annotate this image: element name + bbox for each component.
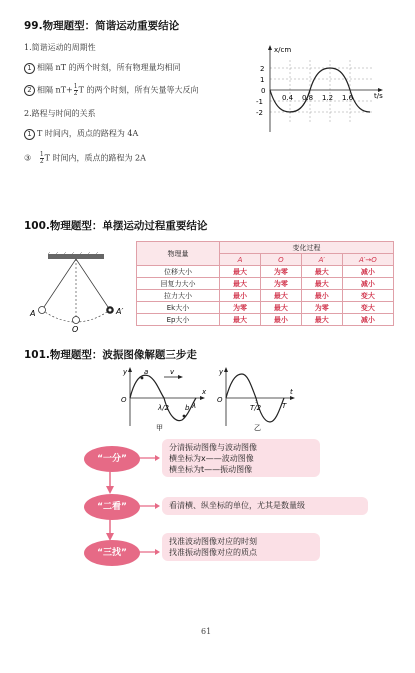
conclusion-item-2 — [24, 84, 198, 97]
col-header: O — [260, 254, 301, 266]
step-1-box — [162, 439, 320, 477]
header-process: 变化过程 — [220, 242, 394, 254]
xtick: 0.4 — [282, 94, 294, 102]
step-line: 横坐标为x——波动图像 — [169, 454, 254, 463]
svg-text:T: T — [282, 402, 287, 410]
ytick: 0 — [261, 87, 266, 95]
ceiling-support — [48, 254, 104, 259]
svg-text:乙: 乙 — [254, 424, 261, 432]
svg-text:T/2: T/2 — [250, 404, 262, 412]
svg-text:λ: λ — [192, 402, 197, 410]
svg-text:O: O — [217, 396, 223, 404]
pendulum-table — [136, 241, 394, 326]
step-1-pill: “一分” — [84, 446, 140, 472]
step-line: 分清振动图像与波动图像 — [169, 443, 257, 452]
xtick: 1.6 — [342, 94, 354, 102]
label-A: A — [30, 309, 36, 318]
subheading-periodicity: 1.简谐运动的周期性 — [24, 43, 96, 52]
col-header: A′ — [301, 254, 342, 266]
step-2-pill: “二看” — [84, 494, 140, 520]
fraction-half: $\frac{1}{2}$ — [39, 151, 44, 165]
item-text: 相隔 nT 的两个时刻，所有物理量均相同 — [37, 63, 181, 72]
conclusion-item-4 — [24, 152, 146, 165]
step-2-box — [162, 497, 368, 515]
step-3-box — [162, 533, 320, 561]
ytick: 2 — [260, 65, 265, 73]
step-line: 看清横、纵坐标的单位，尤其是数量级 — [169, 501, 305, 510]
circled-number: 1 — [24, 129, 35, 140]
xtick: 0.8 — [302, 94, 314, 102]
svg-text:x: x — [202, 388, 207, 396]
svg-text:v: v — [170, 368, 175, 376]
xtick: 1.2 — [322, 94, 334, 102]
table-row: Ek大小 为零 最大 为零 变大 — [137, 302, 394, 314]
svg-text:O: O — [121, 396, 127, 404]
wave-diagrams — [118, 364, 298, 432]
conclusion-item-3 — [24, 128, 138, 140]
section-99-title: 99.物理题型：简谐运动重要结论 — [24, 20, 180, 32]
svg-text:y: y — [123, 368, 128, 376]
label-Aprime: A′ — [116, 307, 124, 316]
svg-text:λ/2: λ/2 — [158, 404, 169, 412]
graph-ylabel: x/cm — [274, 46, 292, 54]
table-row: 回复力大小 最大 为零 最大 减小 — [137, 278, 394, 290]
wave-graph-left — [121, 367, 207, 432]
table-row: 位移大小 最大 为零 最大 减小 — [137, 266, 394, 278]
header-quantity: 物理量 — [137, 242, 220, 266]
string-right — [76, 259, 110, 310]
bob-A — [39, 307, 46, 314]
step-3-pill: “三找” — [84, 540, 140, 566]
vibration-graph-right — [217, 367, 295, 432]
page-number: 61 — [201, 627, 212, 636]
table-row: 拉力大小 最小 最大 最小 变大 — [137, 290, 394, 302]
ytick: -1 — [256, 98, 263, 106]
fraction-half: $\frac{1}{2}$ — [73, 83, 78, 97]
string-left — [42, 259, 76, 310]
svg-text:t: t — [290, 388, 293, 396]
ytick: -2 — [256, 109, 263, 117]
graph-grid — [270, 60, 372, 122]
circled-number: 2 — [24, 85, 35, 96]
svg-text:甲: 甲 — [156, 424, 163, 432]
label-O: O — [72, 325, 79, 334]
section-101-title: 101.物理题型：波振图像解题三步走 — [24, 349, 197, 361]
bob-O — [73, 317, 80, 324]
svg-text:b: b — [185, 404, 190, 412]
subheading-distance-time: 2.路程与时间的关系 — [24, 109, 96, 118]
step-line: 找准振动图像对应的质点 — [169, 548, 257, 557]
conclusion-item-1 — [24, 62, 181, 74]
step-line: 找准波动图像对应的时刻 — [169, 537, 257, 546]
col-header: A — [220, 254, 261, 266]
item-text: T 时间内，质点的路程为 4A — [37, 129, 139, 138]
pendulum-diagram — [26, 252, 126, 334]
svg-text:a: a — [144, 368, 149, 376]
table-row: Ep大小 最大 最小 最大 减小 — [137, 314, 394, 326]
graph-xlabel: t/s — [374, 92, 383, 100]
ytick: 1 — [260, 76, 265, 84]
section-100-title: 100.物理题型：单摆运动过程重要结论 — [24, 220, 208, 232]
item-text-post: T 的两个时刻，所有矢量等大反向 — [78, 85, 199, 95]
item-text-pre: 相隔 nT+ — [37, 85, 73, 95]
shm-xt-graph — [252, 40, 392, 135]
circled-number: 1 — [24, 63, 35, 74]
col-header: A′→O — [342, 254, 393, 266]
item-text-post: T 时间内，质点的路程为 2A — [44, 153, 146, 163]
svg-text:y: y — [219, 368, 224, 376]
circled-number-3: ③ — [24, 153, 32, 163]
step-line: 横坐标为t——振动图像 — [169, 465, 253, 474]
